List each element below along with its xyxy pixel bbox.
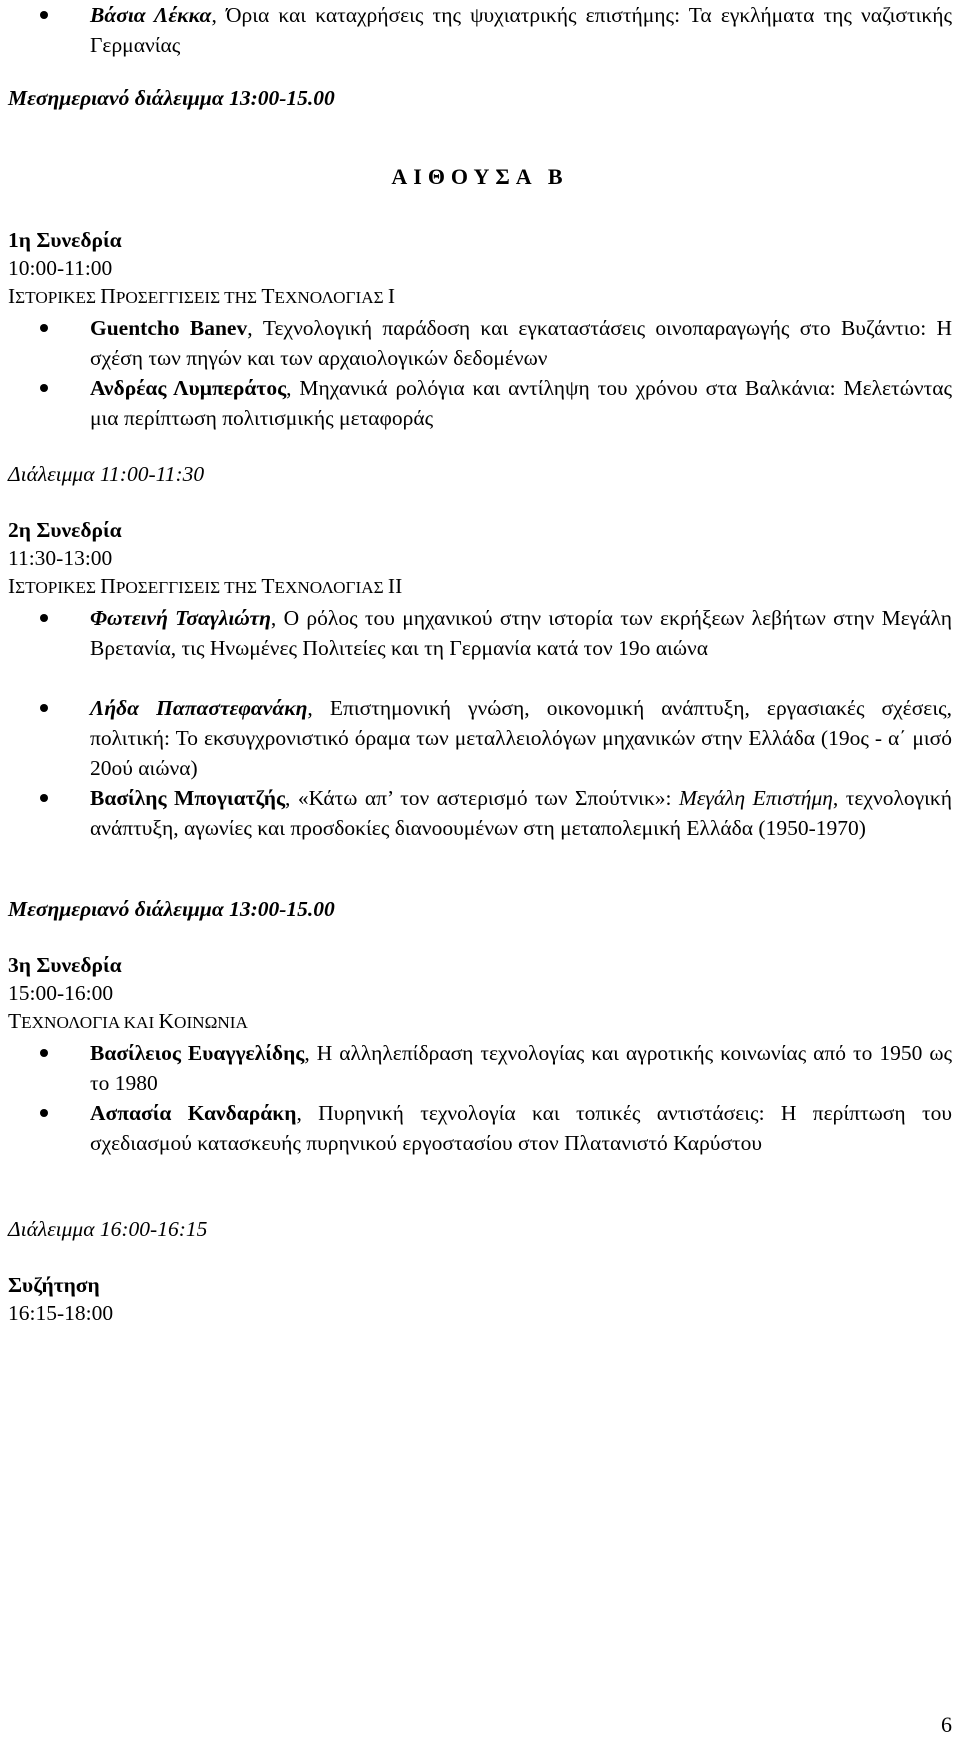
talk-title: , Πυρηνική τεχνολογία και τοπικές αντιστάσεις: Η περίπτωση του σχεδιασμού κατασκευής πυρηνικού εργοστασίου στον Πλατανιστό Καρύστου <box>90 1101 952 1155</box>
speaker-name: Guentcho Banev <box>90 316 248 340</box>
break-2: Διάλειμμα 16:00-16:15 <box>8 1217 208 1241</box>
talk-title: , Μηχανικά ρολόγια και αντίληψη του χρόνου στα Βαλκάνια: Μελετώντας μια περίπτωση πολιτισμικής μεταφοράς <box>90 376 952 430</box>
session-3-title: 3η Συνεδρία <box>8 953 122 977</box>
bullet-icon <box>40 324 48 332</box>
session-1-theme: ΙΣΤΟΡΙΚΕΣ ΠΡΟΣΕΓΓΙΣΕΙΣ ΤΗΣ ΤΕΧΝΟΛΟΓΙΑΣ Ι <box>8 284 396 308</box>
talk-title: , τεχνολογική ανάπτυξη, αγωνίες και προσδοκίες διανοουμένων στη μεταπολεμική Ελλάδα (1950-1970) <box>90 786 952 840</box>
session-1-time: 10:00-11:00 <box>8 256 113 280</box>
talk-title: , «Κάτω απ’ τον αστερισμό των Σπούτνικ»: <box>285 786 679 810</box>
speaker-name: Ανδρέας Λυμπεράτος <box>90 376 287 400</box>
session-2-theme: ΙΣΤΟΡΙΚΕΣ ΠΡΟΣΕΓΓΙΣΕΙΣ ΤΗΣ ΤΕΧΝΟΛΟΓΙΑΣ ΙΙ <box>8 574 403 598</box>
list-item <box>90 693 952 783</box>
speaker-name: Φωτεινή Τσαγλιώτη <box>90 606 271 630</box>
session-1-title: 1η Συνεδρία <box>8 228 122 252</box>
list-item <box>90 313 952 373</box>
list-item <box>90 373 952 433</box>
speaker-name: Ασπασία Κανδαράκη <box>90 1101 297 1125</box>
speaker-name: Βάσια Λέκκα <box>90 3 212 27</box>
bullet-icon <box>40 384 48 392</box>
lunch-break-1: Μεσημεριανό διάλειμμα 13:00-15.00 <box>8 86 335 110</box>
bullet-icon <box>40 794 48 802</box>
bullet-icon <box>40 11 48 19</box>
bullet-icon <box>40 614 48 622</box>
speaker-name: Λήδα Παπαστεφανάκη <box>90 696 308 720</box>
talk-title: , Τεχνολογική παράδοση και εγκαταστάσεις οινοπαραγωγής στο Βυζάντιο: Η σχέση των πηγών και των αρχαιολογικών δεδομένων <box>90 316 952 370</box>
lunch-break-2: Μεσημεριανό διάλειμμα 13:00-15.00 <box>8 897 335 921</box>
list-item <box>90 0 952 60</box>
list-item <box>90 783 952 843</box>
talk-title: , Όρια και καταχρήσεις της ψυχιατρικής επιστήμης: Τα εγκλήματα της ναζιστικής Γερμανίας <box>90 3 952 57</box>
speaker-name: Βασίλειος Ευαγγελίδης <box>90 1041 305 1065</box>
room-title: ΑΙΘΟΥΣΑ Β <box>391 164 569 189</box>
speaker-name: Βασίλης Μπογιατζής <box>90 786 286 810</box>
discussion-time: 16:15-18:00 <box>8 1301 114 1325</box>
talk-title-italic: Μεγάλη Επιστήμη <box>679 786 833 810</box>
list-item <box>90 1098 952 1158</box>
discussion-title: Συζήτηση <box>8 1273 100 1297</box>
session-3-time: 15:00-16:00 <box>8 981 114 1005</box>
talk-title: , Επιστημονική γνώση, οικονομική ανάπτυξη, εργασιακές σχέσεις, πολιτική: Το εκσυγχρονιστικό όραμα των μεταλλειολόγων μηχανικών στην Ελλάδα (19ος - α΄ μισό 20ού αιώνα) <box>90 696 952 780</box>
list-item <box>90 1038 952 1098</box>
talk-title: , Ο ρόλος του μηχανικού στην ιστορία των εκρήξεων λεβήτων στην Μεγάλη Βρετανία, τις Ηνωμένες Πολιτείες και τη Γερμανία κατά τον 19ο αιώνα <box>90 606 952 660</box>
bullet-icon <box>40 704 48 712</box>
session-2-time: 11:30-13:00 <box>8 546 113 570</box>
session-2-title: 2η Συνεδρία <box>8 518 122 542</box>
page-number: 6 <box>941 1712 952 1737</box>
list-item <box>90 603 952 663</box>
bullet-icon <box>40 1109 48 1117</box>
break-1: Διάλειμμα 11:00-11:30 <box>8 462 205 486</box>
session-3-theme: ΤΕΧΝΟΛΟΓΙΑ ΚΑΙ ΚΟΙΝΩΝΙΑ <box>8 1009 248 1033</box>
bullet-icon <box>40 1049 48 1057</box>
talk-title: , Η αλληλεπίδραση τεχνολογίας και αγροτικής κοινωνίας από το 1950 ως το 1980 <box>90 1041 952 1095</box>
